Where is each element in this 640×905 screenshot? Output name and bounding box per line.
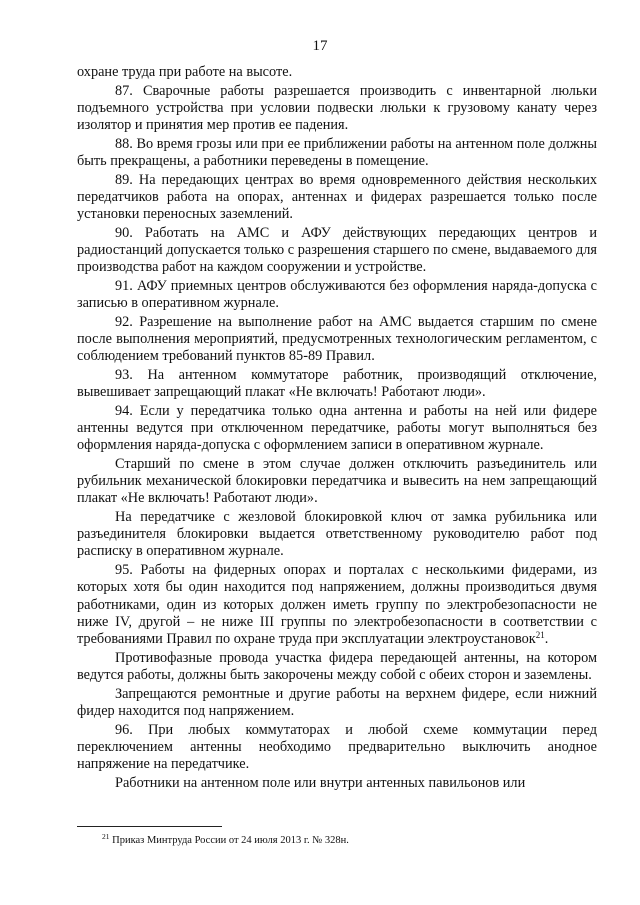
paragraph-95-antiphase: Противофазные провода участка фидера передающей антенны, на котором ведутся работы, должны быть закорочены между собой с обеих сторон и заземлены.	[77, 649, 597, 683]
footnote-text: Приказ Минтруда России от 24 июля 2013 г. № 328н.	[109, 835, 349, 846]
body-text	[77, 64, 597, 792]
paragraph-continuation: охране труда при работе на высоте.	[77, 64, 293, 80]
paragraph-95-upper-feeder: Запрещаются ремонтные и другие работы на верхнем фидере, если нижний фидер находится под напряжением.	[77, 685, 597, 719]
paragraph-95-tail: .	[544, 631, 549, 647]
paragraph-87: 87. Сварочные работы разрешается производить с инвентарной люльки подъемного устройства при условии подвески люльки к грузовому канату через изолятор и принятия мер против ее падения.	[77, 82, 597, 134]
paragraph-94-key-lock: На передатчике с жезловой блокировкой ключ от замка рубильника или разъединителя блокировки выдается ответственному руководителю работ под расписку в оперативном журнале.	[77, 509, 597, 560]
paragraph-95	[77, 562, 597, 648]
footnote-marker: 21	[102, 832, 110, 841]
paragraph-92: 92. Разрешение на выполнение работ на АМС выдается старшим по смене после выполнения мероприятий, предусмотренных технологическим регламентом, с соблюдением требований пунктов 85-89 Правил.	[77, 313, 597, 365]
page-number: 17	[312, 38, 328, 54]
paragraph-90: 90. Работать на АМС и АФУ действующих передающих центров и радиостанций допускается только с разрешения старшего по смене, выдаваемого для производства работ на каждом сооружении и устройстве.	[77, 224, 597, 276]
paragraph-88: 88. Во время грозы или при ее приближении работы на антенном поле должны быть прекращены, а работники переведены в помещение.	[77, 135, 597, 170]
paragraph-95-text: 95. Работы на фидерных опорах и порталах с несколькими фидерами, из которых хотя бы один находится под напряжением, должны производиться двумя работниками, один из которых должен иметь группу по электробезопасности не ниже IV, другой – не ниже III группы по электробезопасности в соответствии с требованиями Правил по охране труда при эксплуатации электроустановок	[77, 562, 597, 647]
paragraph-94: 94. Если у передатчика только одна антенна и работы на ней или фидере антенны ведутся при отключенном передатчике, работы могут выполняться без оформления наряда-допуска с оформлением записи в оперативном журнале.	[77, 402, 597, 454]
footnote-reference: 21	[535, 630, 545, 640]
paragraph-91: 91. АФУ приемных центров обслуживаются без оформления наряда-допуска с записью в оперативном журнале.	[77, 277, 597, 312]
paragraph-93: 93. На антенном коммутаторе работник, производящий отключение, вывешивает запрещающий плакат «Не включать! Работают люди».	[77, 366, 597, 401]
footnote	[102, 834, 582, 847]
paragraph-89: 89. На передающих центрах во время одновременного действия нескольких передатчиков работа на опорах, антеннах и фидерах разрешается только после установки переносных заземлений.	[77, 171, 597, 223]
paragraph-96-workers: Работники на антенном поле или внутри антенных павильонов или	[115, 774, 526, 791]
footnote-separator	[77, 826, 222, 827]
paragraph-94-shift-senior: Старший по смене в этом случае должен отключить разъединитель или рубильник механической блокировки передатчика и вывесить на нем запрещающий плакат «Не включать! Работают люди».	[77, 455, 597, 507]
paragraph-96: 96. При любых коммутаторах и любой схеме коммутации перед переключением антенны необходимо предварительно выключить анодное напряжение на передатчике.	[77, 721, 597, 772]
